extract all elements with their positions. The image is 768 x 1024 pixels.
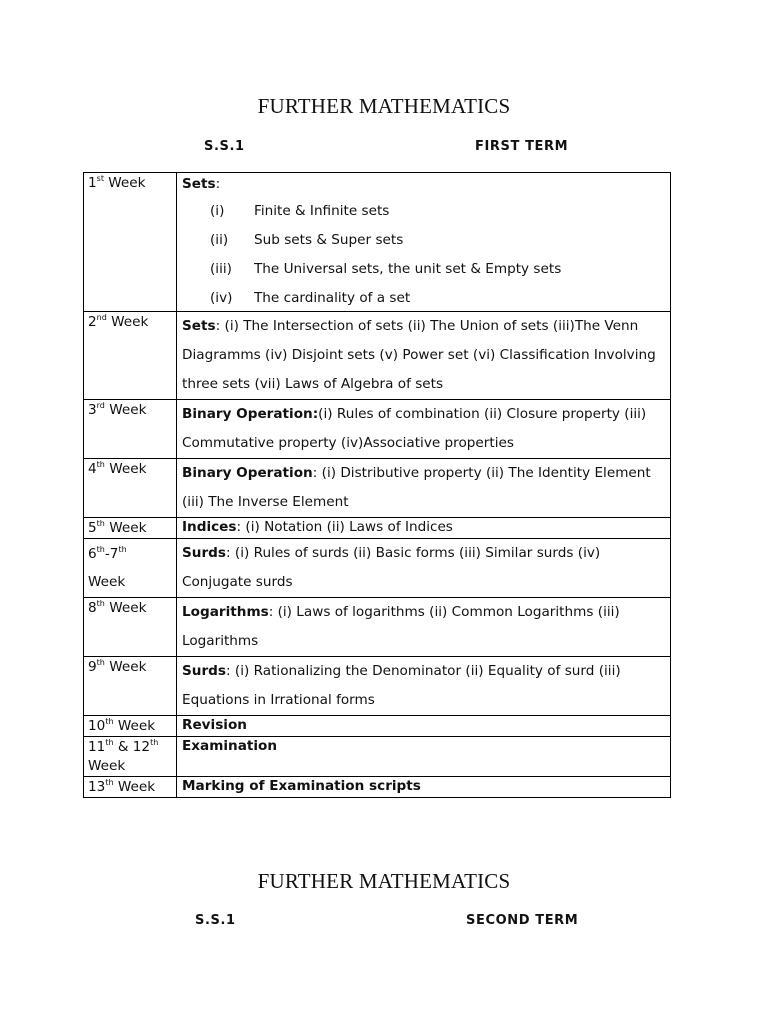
page-title-second-term: FURTHER MATHEMATICS xyxy=(257,869,511,893)
page-title-first-term: FURTHER MATHEMATICS xyxy=(257,94,511,118)
topic-heading: Marking of Examination scripts xyxy=(182,778,421,794)
term-label: SECOND TERM xyxy=(466,913,579,928)
content-cell: Binary Operation:(i) Rules of combination (ii) Closure property (iii) Commutative property (iv)Associative properties xyxy=(177,400,671,459)
content-cell: Binary Operation: (i) Distributive property (ii) The Identity Element (iii) The Inverse Element xyxy=(177,459,671,518)
table-row xyxy=(84,312,671,400)
table-row xyxy=(84,459,671,518)
table-row xyxy=(84,539,671,598)
topic-heading: Examination xyxy=(182,738,278,754)
table-row xyxy=(84,518,671,539)
topic-heading: Logarithms xyxy=(182,604,269,620)
content-cell xyxy=(177,716,671,737)
topic-heading: Sets xyxy=(182,176,216,192)
topic-heading: Revision xyxy=(182,717,247,733)
table-row xyxy=(84,657,671,716)
week-cell: 11th & 12th Week xyxy=(84,737,177,777)
content-cell: Surds: (i) Rationalizing the Denominator (ii) Equality of surd (iii) Equations in Irrational forms xyxy=(177,657,671,716)
class-label: S.S.1 xyxy=(204,139,245,154)
week-cell: 13th Week xyxy=(84,777,177,798)
content-cell: Sets: (i) Finite & Infinite sets (ii) Sub sets & Super sets (iii) The Universal sets, the unit set & Empty sets (iv) The cardinality of a set xyxy=(177,173,671,312)
table-row xyxy=(84,777,671,798)
topic-heading: Sets xyxy=(182,318,216,334)
subtopic-list xyxy=(182,200,666,309)
week-cell: 6th-7th Week xyxy=(84,539,177,598)
list-item: (ii) Sub sets & Super sets xyxy=(210,232,404,248)
topic-heading: Binary Operation: xyxy=(182,406,319,422)
week-cell: 1st Week xyxy=(84,173,177,312)
content-cell xyxy=(177,777,671,798)
topic-heading: Surds xyxy=(182,663,226,679)
table-row xyxy=(84,400,671,459)
week-cell: 3rd Week xyxy=(84,400,177,459)
week-cell: 10th Week xyxy=(84,716,177,737)
week-cell: 5th Week xyxy=(84,518,177,539)
table-row xyxy=(84,598,671,657)
list-item: (iii) The Universal sets, the unit set & Empty sets xyxy=(210,261,562,277)
topic-heading: Surds xyxy=(182,545,226,561)
content-cell: Logarithms: (i) Laws of logarithms (ii) Common Logarithms (iii) Logarithms xyxy=(177,598,671,657)
topic-heading: Binary Operation xyxy=(182,465,313,481)
scheme-of-work-table xyxy=(83,172,671,798)
week-cell: 8th Week xyxy=(84,598,177,657)
content-cell: Indices: (i) Notation (ii) Laws of Indices xyxy=(177,518,671,539)
class-label: S.S.1 xyxy=(195,913,236,928)
week-cell: 4th Week xyxy=(84,459,177,518)
table-row xyxy=(84,173,671,312)
content-cell: Surds: (i) Rules of surds (ii) Basic forms (iii) Similar surds (iv) Conjugate surds xyxy=(177,539,671,598)
topic-heading: Indices xyxy=(182,519,237,535)
week-cell: 9th Week xyxy=(84,657,177,716)
content-cell xyxy=(177,737,671,777)
term-label: FIRST TERM xyxy=(475,139,569,154)
week-cell: 2nd Week xyxy=(84,312,177,400)
content-cell: Sets: (i) The Intersection of sets (ii) The Union of sets (iii)The Venn Diagramms (iv) Disjoint sets (v) Power set (vi) Classification Involving three sets (vii) Laws of Algebra of sets xyxy=(177,312,671,400)
list-item: (i) Finite & Infinite sets xyxy=(210,203,390,219)
table-row xyxy=(84,716,671,737)
table-row xyxy=(84,737,671,777)
list-item: (iv) The cardinality of a set xyxy=(210,290,411,306)
